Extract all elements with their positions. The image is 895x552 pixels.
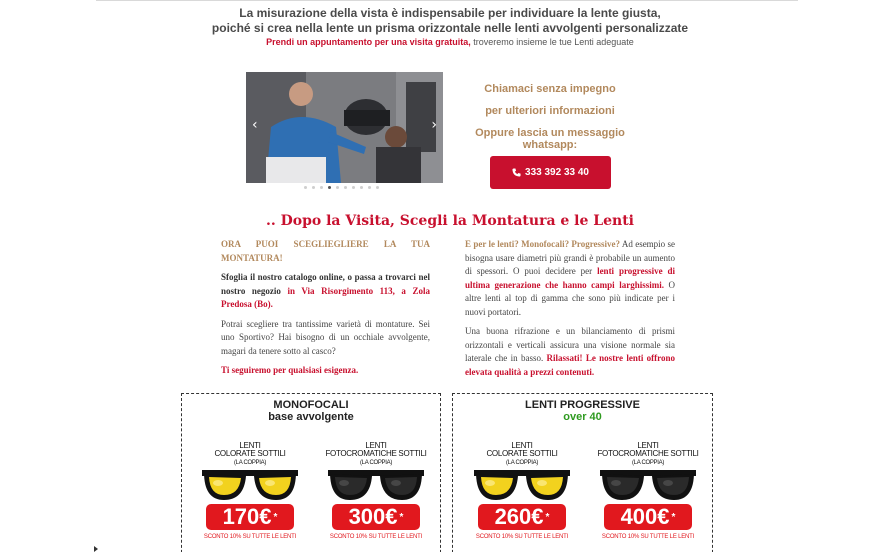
slider-prev-arrow[interactable]: ‹ bbox=[252, 117, 258, 133]
box-subtitle: over 40 bbox=[563, 411, 602, 423]
price-asterisk: * bbox=[273, 511, 278, 523]
price-badge bbox=[604, 504, 692, 530]
call-button-label: 333 392 33 40 bbox=[525, 167, 589, 178]
slider-dot[interactable] bbox=[352, 186, 355, 189]
offer-label-line-1: LENTI bbox=[511, 441, 533, 450]
right-col-progressive-highlight: lenti progressive di ultima generazione che hanno campi larghissimi. bbox=[465, 266, 676, 290]
slider-dot[interactable] bbox=[376, 186, 379, 189]
slider-dot[interactable] bbox=[320, 186, 323, 189]
offer-label-line-3: (LA COPPIA) bbox=[505, 460, 539, 466]
slider-dot[interactable] bbox=[360, 186, 363, 189]
intro-line-1: La misurazione della vista è indispensabile per individuare la lente giusta, bbox=[239, 6, 661, 20]
discount-note: SCONTO 10% SU TUTTE LE LENTI bbox=[475, 534, 569, 540]
discount-note: SCONTO 10% SU TUTTE LE LENTI bbox=[203, 534, 297, 540]
store-address-link[interactable]: in Via Risorgimento 113, a Zola Predosa (Bo). bbox=[221, 285, 430, 309]
right-col-text-1: Ad esempio se bisogna usare diametri più grandi è probabile un aumento di spessori. O puoi decidere per bbox=[465, 239, 675, 276]
offer-label-line-3: (LA COPPIA) bbox=[233, 460, 267, 466]
price-value: 300€ bbox=[348, 504, 398, 529]
section-title: .. Dopo la Visita, Scegli la Montatura e le Lenti bbox=[265, 213, 634, 229]
slider-next-arrow[interactable]: › bbox=[431, 117, 437, 133]
offer-card[interactable] bbox=[466, 442, 578, 550]
discount-note: SCONTO 10% SU TUTTE LE LENTI bbox=[329, 534, 423, 540]
price-asterisk: * bbox=[671, 511, 676, 523]
price-value: 400€ bbox=[620, 504, 670, 529]
contact-line-3: Oppure lascia un messaggio whatsapp: bbox=[475, 127, 625, 151]
price-value: 260€ bbox=[494, 504, 544, 529]
sunglasses-icon bbox=[598, 462, 698, 506]
slider-photo-eye-exam bbox=[246, 72, 443, 183]
sunglasses-icon bbox=[200, 462, 300, 506]
right-column bbox=[465, 238, 675, 385]
intro-cta-link[interactable]: Prendi un appuntamento per una visita gratuita, bbox=[266, 37, 471, 47]
image-slider[interactable] bbox=[246, 72, 443, 183]
slider-dot[interactable] bbox=[336, 186, 339, 189]
price-asterisk: * bbox=[545, 511, 550, 523]
contact-line-1: Chiamaci senza impegno bbox=[484, 83, 616, 95]
right-col-text-3: Una buona rifrazione e un bilanciamento di prismi orizzontali e verticali assicura una visione normale sia laterale che in basso. bbox=[465, 326, 675, 363]
top-divider bbox=[96, 0, 798, 1]
offer-label-line-2: COLORATE SOTTILI bbox=[486, 449, 558, 458]
monofocali-box bbox=[181, 393, 441, 552]
price-asterisk: * bbox=[399, 511, 404, 523]
sunglasses-icon bbox=[472, 462, 572, 506]
offer-label-line-1: LENTI bbox=[365, 441, 387, 450]
progressive-box bbox=[452, 393, 713, 552]
intro-line-2: poiché si crea nella lente un prisma orizzontale nelle lenti avvolgenti personalizzate bbox=[211, 21, 689, 35]
left-col-heading: ORA PUOI SCEGLIEGLIERE LA TUA MONTATURA! bbox=[221, 239, 430, 263]
box-title-main: MONOFOCALI bbox=[273, 399, 349, 411]
right-col-closing: Rilassati! Le nostre lenti offrono elevata qualità a prezzi contenuti. bbox=[465, 353, 675, 377]
box-subtitle: base avvolgente bbox=[268, 411, 354, 423]
price-badge bbox=[206, 504, 294, 530]
left-col-catalog-text: Sfoglia il nostro catalogo online, o passa a trovarci nel nostro negozio bbox=[221, 272, 430, 296]
offer-label-line-2: FOTOCROMATICHE SOTTILI bbox=[325, 449, 427, 458]
offer-card[interactable] bbox=[320, 442, 432, 550]
price-badge bbox=[478, 504, 566, 530]
discount-note: SCONTO 10% SU TUTTE LE LENTI bbox=[601, 534, 695, 540]
slider-dot[interactable] bbox=[304, 186, 307, 189]
box-title bbox=[453, 399, 712, 423]
left-col-frames-text: Potrai scegliere tra tantissime varietà di montature. Sei uno Sportivo? Hai bisogno di un occhiale avvolgente, magari da tenere sotto al casco? bbox=[221, 318, 430, 356]
offer-card[interactable] bbox=[592, 442, 704, 550]
slider-dot[interactable] bbox=[312, 186, 315, 189]
intro-cta-text: troveremo insieme le tue Lenti adeguate bbox=[470, 37, 634, 47]
offer-label-line-3: (LA COPPIA) bbox=[631, 460, 665, 466]
call-button[interactable] bbox=[490, 156, 611, 189]
scroll-caret-icon bbox=[94, 546, 98, 552]
left-col-closing: Ti seguiremo per qualsiasi esigenza. bbox=[221, 365, 359, 375]
intro-heading bbox=[200, 6, 700, 36]
price-badge bbox=[332, 504, 420, 530]
box-title bbox=[182, 399, 440, 423]
right-col-text-2: O altre lenti al top di gamma che sono più indicate per i nuovi portatori. bbox=[465, 279, 676, 317]
slider-dots bbox=[300, 186, 400, 192]
sunglasses-icon bbox=[326, 462, 426, 506]
offer-card[interactable] bbox=[194, 442, 306, 550]
price-value: 170€ bbox=[222, 504, 272, 529]
phone-icon bbox=[512, 168, 521, 177]
box-title-main: LENTI PROGRESSIVE bbox=[525, 399, 640, 411]
offer-label-line-1: LENTI bbox=[239, 441, 261, 450]
slider-dot[interactable] bbox=[344, 186, 347, 189]
offer-label-line-1: LENTI bbox=[637, 441, 659, 450]
contact-line-2: per ulteriori informazioni bbox=[485, 105, 615, 117]
slider-dot[interactable] bbox=[368, 186, 371, 189]
offer-label-line-2: FOTOCROMATICHE SOTTILI bbox=[597, 449, 699, 458]
left-column bbox=[221, 238, 430, 384]
offer-label-line-3: (LA COPPIA) bbox=[359, 460, 393, 466]
slider-dot[interactable] bbox=[328, 186, 331, 189]
offer-label-line-2: COLORATE SOTTILI bbox=[214, 449, 286, 458]
right-col-question: E per le lenti? Monofocali? Progressive? bbox=[465, 239, 621, 249]
intro-cta bbox=[200, 37, 700, 47]
